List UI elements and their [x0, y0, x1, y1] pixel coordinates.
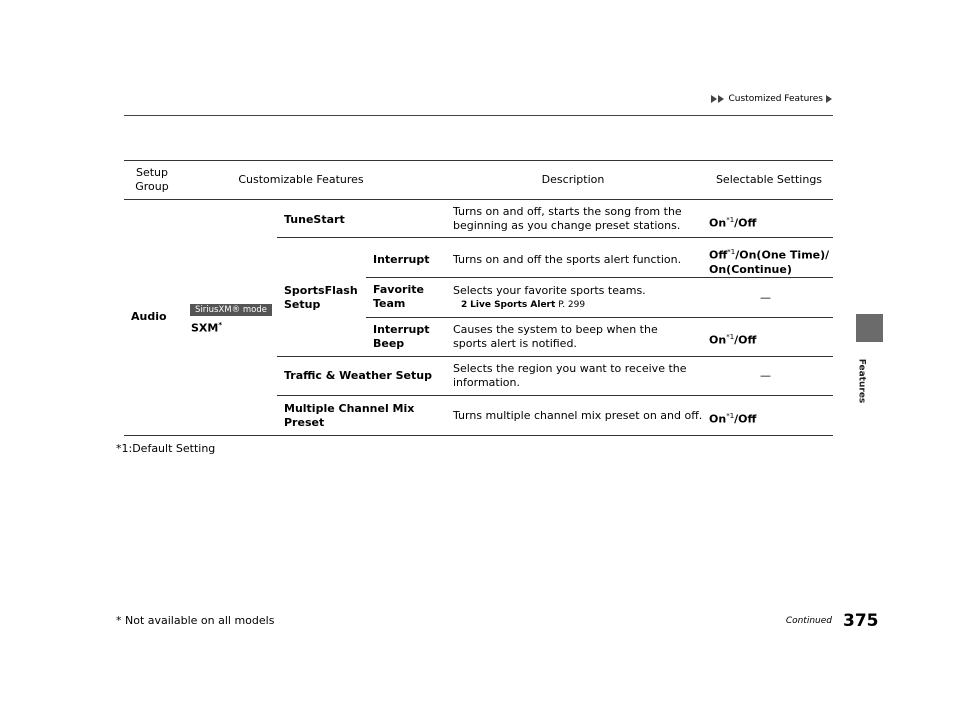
row-rule [366, 277, 833, 278]
header-selectable-settings: Selectable Settings [715, 173, 823, 186]
arrow-right-icon [826, 95, 832, 103]
cross-reference-link[interactable]: 2 Live Sports Alert P. 299 [461, 300, 586, 310]
header-setup-group: Setup Group [135, 166, 169, 193]
description-interrupt: Turns on and off the sports alert function. [453, 253, 682, 266]
arrow-right-icon [711, 95, 717, 103]
description-interrupt-beep: Causes the system to beep when the sports alert is notified. [453, 323, 658, 350]
header-description: Description [541, 173, 605, 186]
header-rule [124, 115, 833, 116]
row-rule [277, 237, 833, 238]
table-bottom-rule [124, 435, 833, 436]
reference-arrow-icon: 2 [461, 300, 468, 310]
description-traffic-weather: Selects the region you want to receive the information. [453, 362, 687, 389]
row-rule [277, 356, 833, 357]
feature-traffic-weather-setup: Traffic & Weather Setup [284, 369, 432, 382]
breadcrumb-label: Customized Features [728, 94, 823, 104]
setting-interrupt: Off$^{*1}$/On(One Time)/ On(Continue) [709, 248, 830, 276]
group-audio: Audio [131, 310, 167, 323]
setting-tunestart: On$^{*1}$/Off [709, 216, 757, 230]
feature-tunestart: TuneStart [284, 213, 345, 226]
setting-favorite-team: — [760, 291, 771, 304]
row-rule [366, 317, 833, 318]
footnote: * Not available on all models [116, 614, 275, 627]
feature-multiple-channel-mix-preset: Multiple Channel Mix Preset [284, 402, 415, 429]
default-setting-note: *1:Default Setting [116, 442, 216, 455]
continued-label: Continued [785, 616, 832, 626]
setting-multiple-channel: On$^{*1}$/Off [709, 412, 757, 426]
arrow-right-icon [718, 95, 724, 103]
feature-interrupt-beep: Interrupt Beep [373, 323, 430, 350]
siriusxm-mode-badge: SiriusXM® mode [190, 304, 272, 316]
description-tunestart: Turns on and off, starts the song from the beginning as you change preset stations. [453, 205, 682, 232]
subgroup-sxm: SXM* [191, 321, 223, 335]
page-number: 375 [843, 611, 879, 631]
side-tab-marker [856, 314, 883, 342]
description-multiple-channel: Turns multiple channel mix preset on and off. [453, 409, 703, 422]
header-customizable-features: Customizable Features [238, 173, 364, 186]
row-rule [277, 395, 833, 396]
side-tab-label: Features [856, 358, 867, 404]
description-favorite-team: Selects your favorite sports teams. [453, 284, 646, 297]
setting-interrupt-beep: On$^{*1}$/Off [709, 333, 757, 347]
header-rule [124, 199, 833, 200]
feature-interrupt: Interrupt [373, 253, 430, 266]
breadcrumb [711, 94, 832, 104]
feature-favorite-team: Favorite Team [373, 283, 424, 310]
feature-sportsflash-setup: SportsFlash Setup [284, 284, 358, 311]
table-top-rule [124, 160, 833, 161]
setting-traffic-weather: — [760, 369, 771, 382]
